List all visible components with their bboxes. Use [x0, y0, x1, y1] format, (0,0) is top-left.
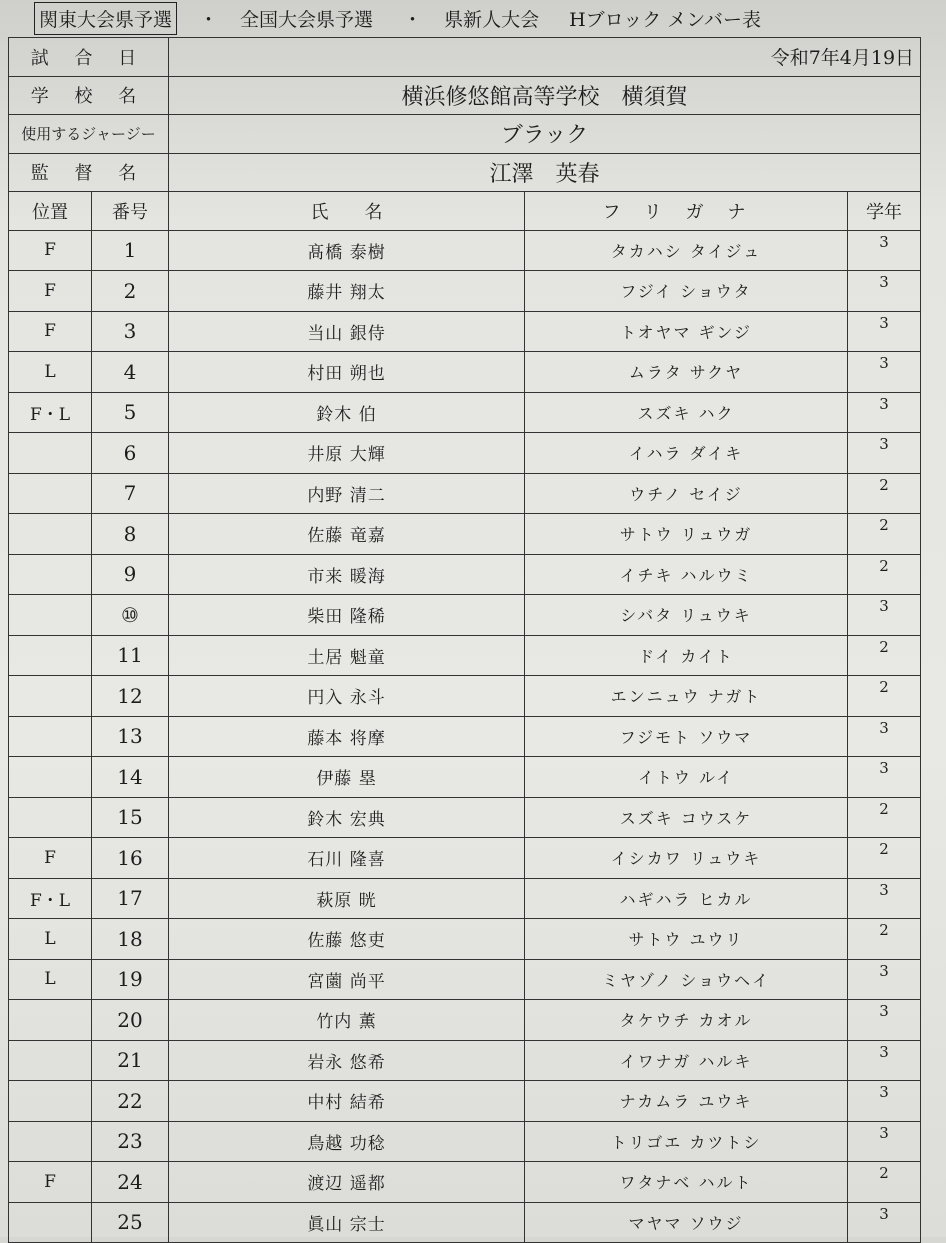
player-grade: 3 — [848, 757, 921, 798]
jersey-value: ブラック — [169, 115, 921, 154]
player-name: 市来 暖海 — [169, 554, 525, 595]
player-name: 伊藤 塁 — [169, 757, 525, 798]
info-row-school — [9, 76, 921, 115]
player-row — [9, 473, 921, 514]
player-kana: ナカムラ ユウキ — [525, 1081, 848, 1122]
player-row — [9, 514, 921, 555]
player-number: 6 — [92, 433, 169, 474]
player-position: L — [9, 919, 92, 960]
player-name: 内野 清二 — [169, 473, 525, 514]
player-kana: イワナガ ハルキ — [525, 1040, 848, 1081]
player-position — [9, 473, 92, 514]
player-position: F — [9, 271, 92, 312]
player-grade: 3 — [848, 1000, 921, 1041]
player-name: 眞山 宗士 — [169, 1202, 525, 1243]
school-value: 横浜修悠館高等学校 横須賀 — [169, 76, 921, 115]
info-row-date — [9, 38, 921, 77]
player-name: 鳥越 功稔 — [169, 1121, 525, 1162]
player-kana: ウチノ セイジ — [525, 473, 848, 514]
player-row — [9, 1040, 921, 1081]
player-kana: フジイ ショウタ — [525, 271, 848, 312]
column-header-grade: 学年 — [848, 192, 921, 231]
player-name: 石川 隆喜 — [169, 838, 525, 879]
player-name: 髙橋 泰樹 — [169, 230, 525, 271]
player-row — [9, 595, 921, 636]
player-number: 5 — [92, 392, 169, 433]
player-name: 土居 魁童 — [169, 635, 525, 676]
player-name: 竹内 薫 — [169, 1000, 525, 1041]
player-grade: 2 — [848, 473, 921, 514]
column-header-kana: フリガナ — [525, 192, 848, 231]
player-grade: 3 — [848, 1040, 921, 1081]
player-grade: 3 — [848, 392, 921, 433]
player-number: 25 — [92, 1202, 169, 1243]
player-number: 13 — [92, 716, 169, 757]
player-kana: サトウ リュウガ — [525, 514, 848, 555]
player-position — [9, 595, 92, 636]
player-grade: 2 — [848, 676, 921, 717]
form-header — [34, 0, 934, 36]
player-kana: タケウチ カオル — [525, 1000, 848, 1041]
player-position — [9, 676, 92, 717]
player-kana: トオヤマ ギンジ — [525, 311, 848, 352]
player-kana: ミヤゾノ ショウヘイ — [525, 959, 848, 1000]
player-name: 井原 大輝 — [169, 433, 525, 474]
player-name: 藤本 将摩 — [169, 716, 525, 757]
player-kana: サトウ ユウリ — [525, 919, 848, 960]
player-grade: 2 — [848, 1162, 921, 1203]
player-position — [9, 433, 92, 474]
player-name: 当山 銀侍 — [169, 311, 525, 352]
player-number: 15 — [92, 797, 169, 838]
player-grade: 3 — [848, 1202, 921, 1243]
player-number: 22 — [92, 1081, 169, 1122]
player-row — [9, 959, 921, 1000]
player-name: 佐藤 悠吏 — [169, 919, 525, 960]
player-row — [9, 352, 921, 393]
player-row — [9, 1000, 921, 1041]
player-kana: マヤマ ソウジ — [525, 1202, 848, 1243]
player-row — [9, 433, 921, 474]
player-grade: 3 — [848, 352, 921, 393]
player-number: 9 — [92, 554, 169, 595]
player-kana: スズキ ハク — [525, 392, 848, 433]
player-row — [9, 716, 921, 757]
player-position — [9, 1121, 92, 1162]
player-name: 鈴木 宏典 — [169, 797, 525, 838]
player-position: L — [9, 352, 92, 393]
player-number: ⑩ — [92, 595, 169, 636]
player-grade: 3 — [848, 271, 921, 312]
player-number: 4 — [92, 352, 169, 393]
player-kana: イトウ ルイ — [525, 757, 848, 798]
player-number: 20 — [92, 1000, 169, 1041]
player-name: 岩永 悠希 — [169, 1040, 525, 1081]
player-number: 3 — [92, 311, 169, 352]
selected-tournament: 関東大会県予選 — [34, 2, 177, 35]
player-kana: エンニュウ ナガト — [525, 676, 848, 717]
coach-value: 江澤 英春 — [169, 153, 921, 192]
info-row-coach — [9, 153, 921, 192]
player-row — [9, 635, 921, 676]
player-kana: ムラタ サクヤ — [525, 352, 848, 393]
player-row — [9, 1202, 921, 1243]
player-kana: ドイ カイト — [525, 635, 848, 676]
player-grade: 2 — [848, 514, 921, 555]
player-grade: 3 — [848, 716, 921, 757]
player-grade: 3 — [848, 959, 921, 1000]
player-number: 1 — [92, 230, 169, 271]
player-grade: 2 — [848, 554, 921, 595]
player-number: 7 — [92, 473, 169, 514]
player-grade: 3 — [848, 1081, 921, 1122]
player-number: 23 — [92, 1121, 169, 1162]
tournament-option: 全国大会県予選 — [240, 8, 374, 31]
player-position: F — [9, 838, 92, 879]
player-position: F — [9, 230, 92, 271]
player-number: 2 — [92, 271, 169, 312]
player-number: 8 — [92, 514, 169, 555]
player-position — [9, 1081, 92, 1122]
player-kana: ハギハラ ヒカル — [525, 878, 848, 919]
player-row — [9, 271, 921, 312]
tournament-option: 県新人大会 — [444, 8, 540, 31]
player-position: F・L — [9, 878, 92, 919]
player-kana: イシカワ リュウキ — [525, 838, 848, 879]
player-kana: イチキ ハルウミ — [525, 554, 848, 595]
separator-dot: ・ — [199, 8, 219, 31]
member-table — [8, 37, 921, 1243]
player-row — [9, 676, 921, 717]
player-position: F — [9, 1162, 92, 1203]
player-name: 佐藤 竜嘉 — [169, 514, 525, 555]
player-name: 中村 結希 — [169, 1081, 525, 1122]
player-position — [9, 1000, 92, 1041]
column-header-number: 番号 — [92, 192, 169, 231]
column-header-position: 位置 — [9, 192, 92, 231]
player-number: 24 — [92, 1162, 169, 1203]
player-kana: ワタナベ ハルト — [525, 1162, 848, 1203]
player-position — [9, 554, 92, 595]
jersey-label: 使用するジャージー — [9, 115, 169, 154]
player-name: 柴田 隆稀 — [169, 595, 525, 636]
player-kana: トリゴエ カツトシ — [525, 1121, 848, 1162]
player-row — [9, 838, 921, 879]
player-row — [9, 797, 921, 838]
player-grade: 2 — [848, 919, 921, 960]
player-number: 21 — [92, 1040, 169, 1081]
player-number: 17 — [92, 878, 169, 919]
player-number: 16 — [92, 838, 169, 879]
player-row — [9, 757, 921, 798]
player-kana: スズキ コウスケ — [525, 797, 848, 838]
column-header-name: 氏 名 — [169, 192, 525, 231]
player-position — [9, 1202, 92, 1243]
player-grade: 3 — [848, 878, 921, 919]
player-position — [9, 635, 92, 676]
player-position: L — [9, 959, 92, 1000]
player-name: 円入 永斗 — [169, 676, 525, 717]
player-kana: フジモト ソウマ — [525, 716, 848, 757]
player-number: 18 — [92, 919, 169, 960]
coach-label: 監 督 名 — [9, 153, 169, 192]
player-position — [9, 797, 92, 838]
player-grade: 3 — [848, 595, 921, 636]
player-grade: 3 — [848, 1121, 921, 1162]
player-row — [9, 1121, 921, 1162]
player-name: 宮薗 尚平 — [169, 959, 525, 1000]
player-position — [9, 757, 92, 798]
player-grade: 2 — [848, 797, 921, 838]
column-header-row — [9, 192, 921, 231]
form-title: Hブロック メンバー表 — [569, 8, 761, 31]
player-kana: シバタ リュウキ — [525, 595, 848, 636]
school-label: 学 校 名 — [9, 76, 169, 115]
separator-dot: ・ — [403, 8, 423, 31]
player-row — [9, 1081, 921, 1122]
player-row — [9, 1162, 921, 1203]
player-grade: 2 — [848, 838, 921, 879]
player-row — [9, 919, 921, 960]
player-position: F・L — [9, 392, 92, 433]
player-kana: イハラ ダイキ — [525, 433, 848, 474]
player-grade: 2 — [848, 635, 921, 676]
player-number: 11 — [92, 635, 169, 676]
player-kana: タカハシ タイジュ — [525, 230, 848, 271]
player-number: 14 — [92, 757, 169, 798]
player-name: 藤井 翔太 — [169, 271, 525, 312]
player-name: 渡辺 遥都 — [169, 1162, 525, 1203]
date-label: 試 合 日 — [9, 38, 169, 77]
player-position — [9, 716, 92, 757]
player-name: 村田 朔也 — [169, 352, 525, 393]
player-number: 12 — [92, 676, 169, 717]
player-position — [9, 514, 92, 555]
player-grade: 3 — [848, 433, 921, 474]
player-name: 鈴木 伯 — [169, 392, 525, 433]
player-row — [9, 554, 921, 595]
player-name: 萩原 晄 — [169, 878, 525, 919]
player-row — [9, 311, 921, 352]
player-number: 19 — [92, 959, 169, 1000]
player-position — [9, 1040, 92, 1081]
info-row-jersey — [9, 115, 921, 154]
player-row — [9, 878, 921, 919]
date-value: 令和7年4月19日 — [169, 38, 921, 77]
player-grade: 3 — [848, 230, 921, 271]
player-row — [9, 392, 921, 433]
player-grade: 3 — [848, 311, 921, 352]
player-row — [9, 230, 921, 271]
player-position: F — [9, 311, 92, 352]
